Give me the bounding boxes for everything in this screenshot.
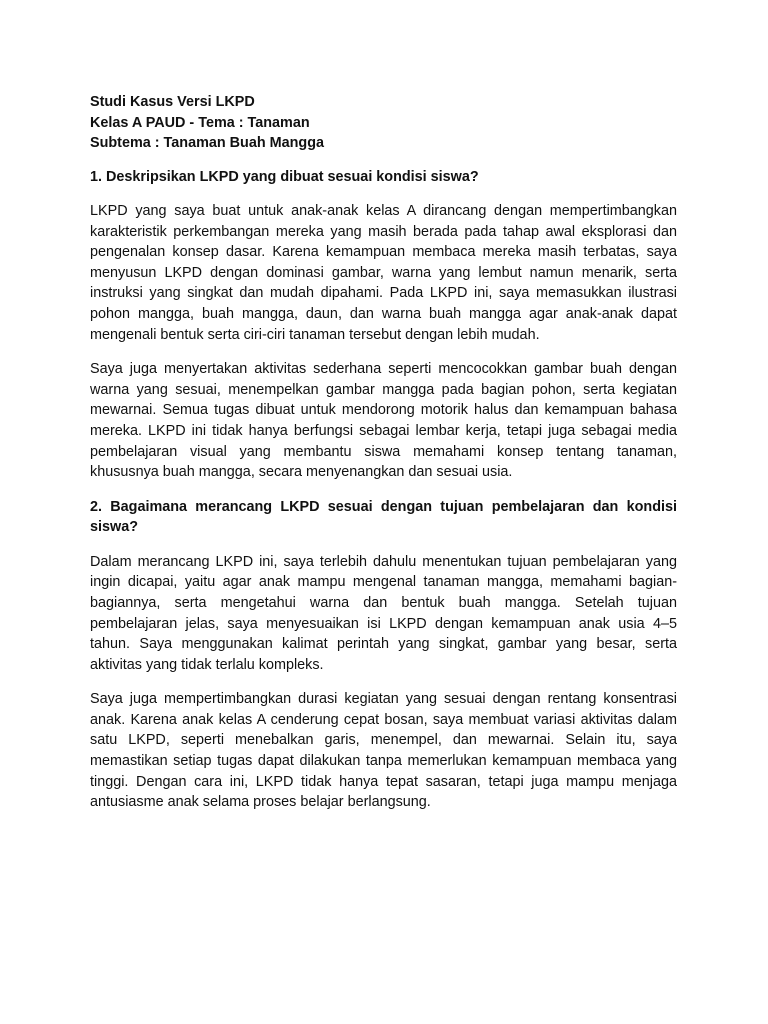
document-header (90, 92, 677, 154)
section-2 (90, 497, 677, 813)
subtheme-line: Subtema : Tanaman Buah Mangga (90, 135, 325, 151)
question-1-heading: 1. Deskripsikan LKPD yang dibuat sesuai kondisi siswa? (90, 168, 479, 185)
document-page (90, 92, 677, 813)
section-1 (90, 167, 677, 483)
question-2-heading: 2. Bagaimana merancang LKPD sesuai dengan tujuan pembelajaran dan kondisi siswa? (90, 498, 677, 536)
section-1-paragraph-1: LKPD yang saya buat untuk anak-anak kelas A dirancang dengan mempertimbangkan karakteristik perkembangan mereka yang masih berada pada tahap awal eksplorasi dan pengenalan konsep dasar. Karena kemampuan membaca mereka masih terbatas, saya menyusun LKPD dengan dominasi gambar, warna yang lembut namun menarik, serta instruksi yang singkat dan mudah dipahami. Pada LKPD ini, saya memasukkan ilustrasi pohon mangga, buah mangga, daun, dan warna buah mangga agar anak-anak dapat mengenali bentuk serta ciri-ciri tanaman tersebut dengan lebih mudah. (90, 203, 677, 343)
section-1-paragraph-2: Saya juga menyertakan aktivitas sederhana seperti mencocokkan gambar buah dengan warna yang sesuai, menempelkan gambar mangga pada bagian pohon, serta kegiatan mewarnai. Semua tugas dibuat untuk mendorong motorik halus dan kemampuan bahasa mereka. LKPD ini tidak hanya berfungsi sebagai lembar kerja, tetapi juga sebagai media pembelajaran visual yang membantu siswa memahami konsep tentang tanaman, khususnya buah mangga, secara menyenangkan dan sesuai usia. (90, 361, 677, 481)
class-theme-line: Kelas A PAUD - Tema : Tanaman (90, 114, 310, 131)
section-2-paragraph-1: Dalam merancang LKPD ini, saya terlebih dahulu menentukan tujuan pembelajaran yang ingin dicapai, yaitu agar anak mampu mengenal tanaman mangga, memahami bagian-bagiannya, serta mengetahui warna dan bentuk buah mangga. Setelah tujuan pembelajaran jelas, saya menyesuaikan isi LKPD dengan kemampuan anak usia 4–5 tahun. Saya menggunakan kalimat perintah yang singkat, gambar yang besar, serta aktivitas yang tidak terlalu kompleks. (90, 553, 677, 673)
section-2-paragraph-2: Saya juga mempertimbangkan durasi kegiatan yang sesuai dengan rentang konsentrasi anak. Karena anak kelas A cenderung cepat bosan, saya membuat variasi aktivitas dalam satu LKPD, seperti menebalkan garis, menempel, dan mewarnai. Selain itu, saya memastikan setiap tugas dapat dilakukan tanpa memerlukan kemampuan membaca yang tinggi. Dengan cara ini, LKPD tidak hanya tepat sasaran, tetapi juga mampu menjaga antusiasme anak selama proses belajar berlangsung. (90, 691, 677, 811)
document-title: Studi Kasus Versi LKPD (90, 94, 255, 110)
